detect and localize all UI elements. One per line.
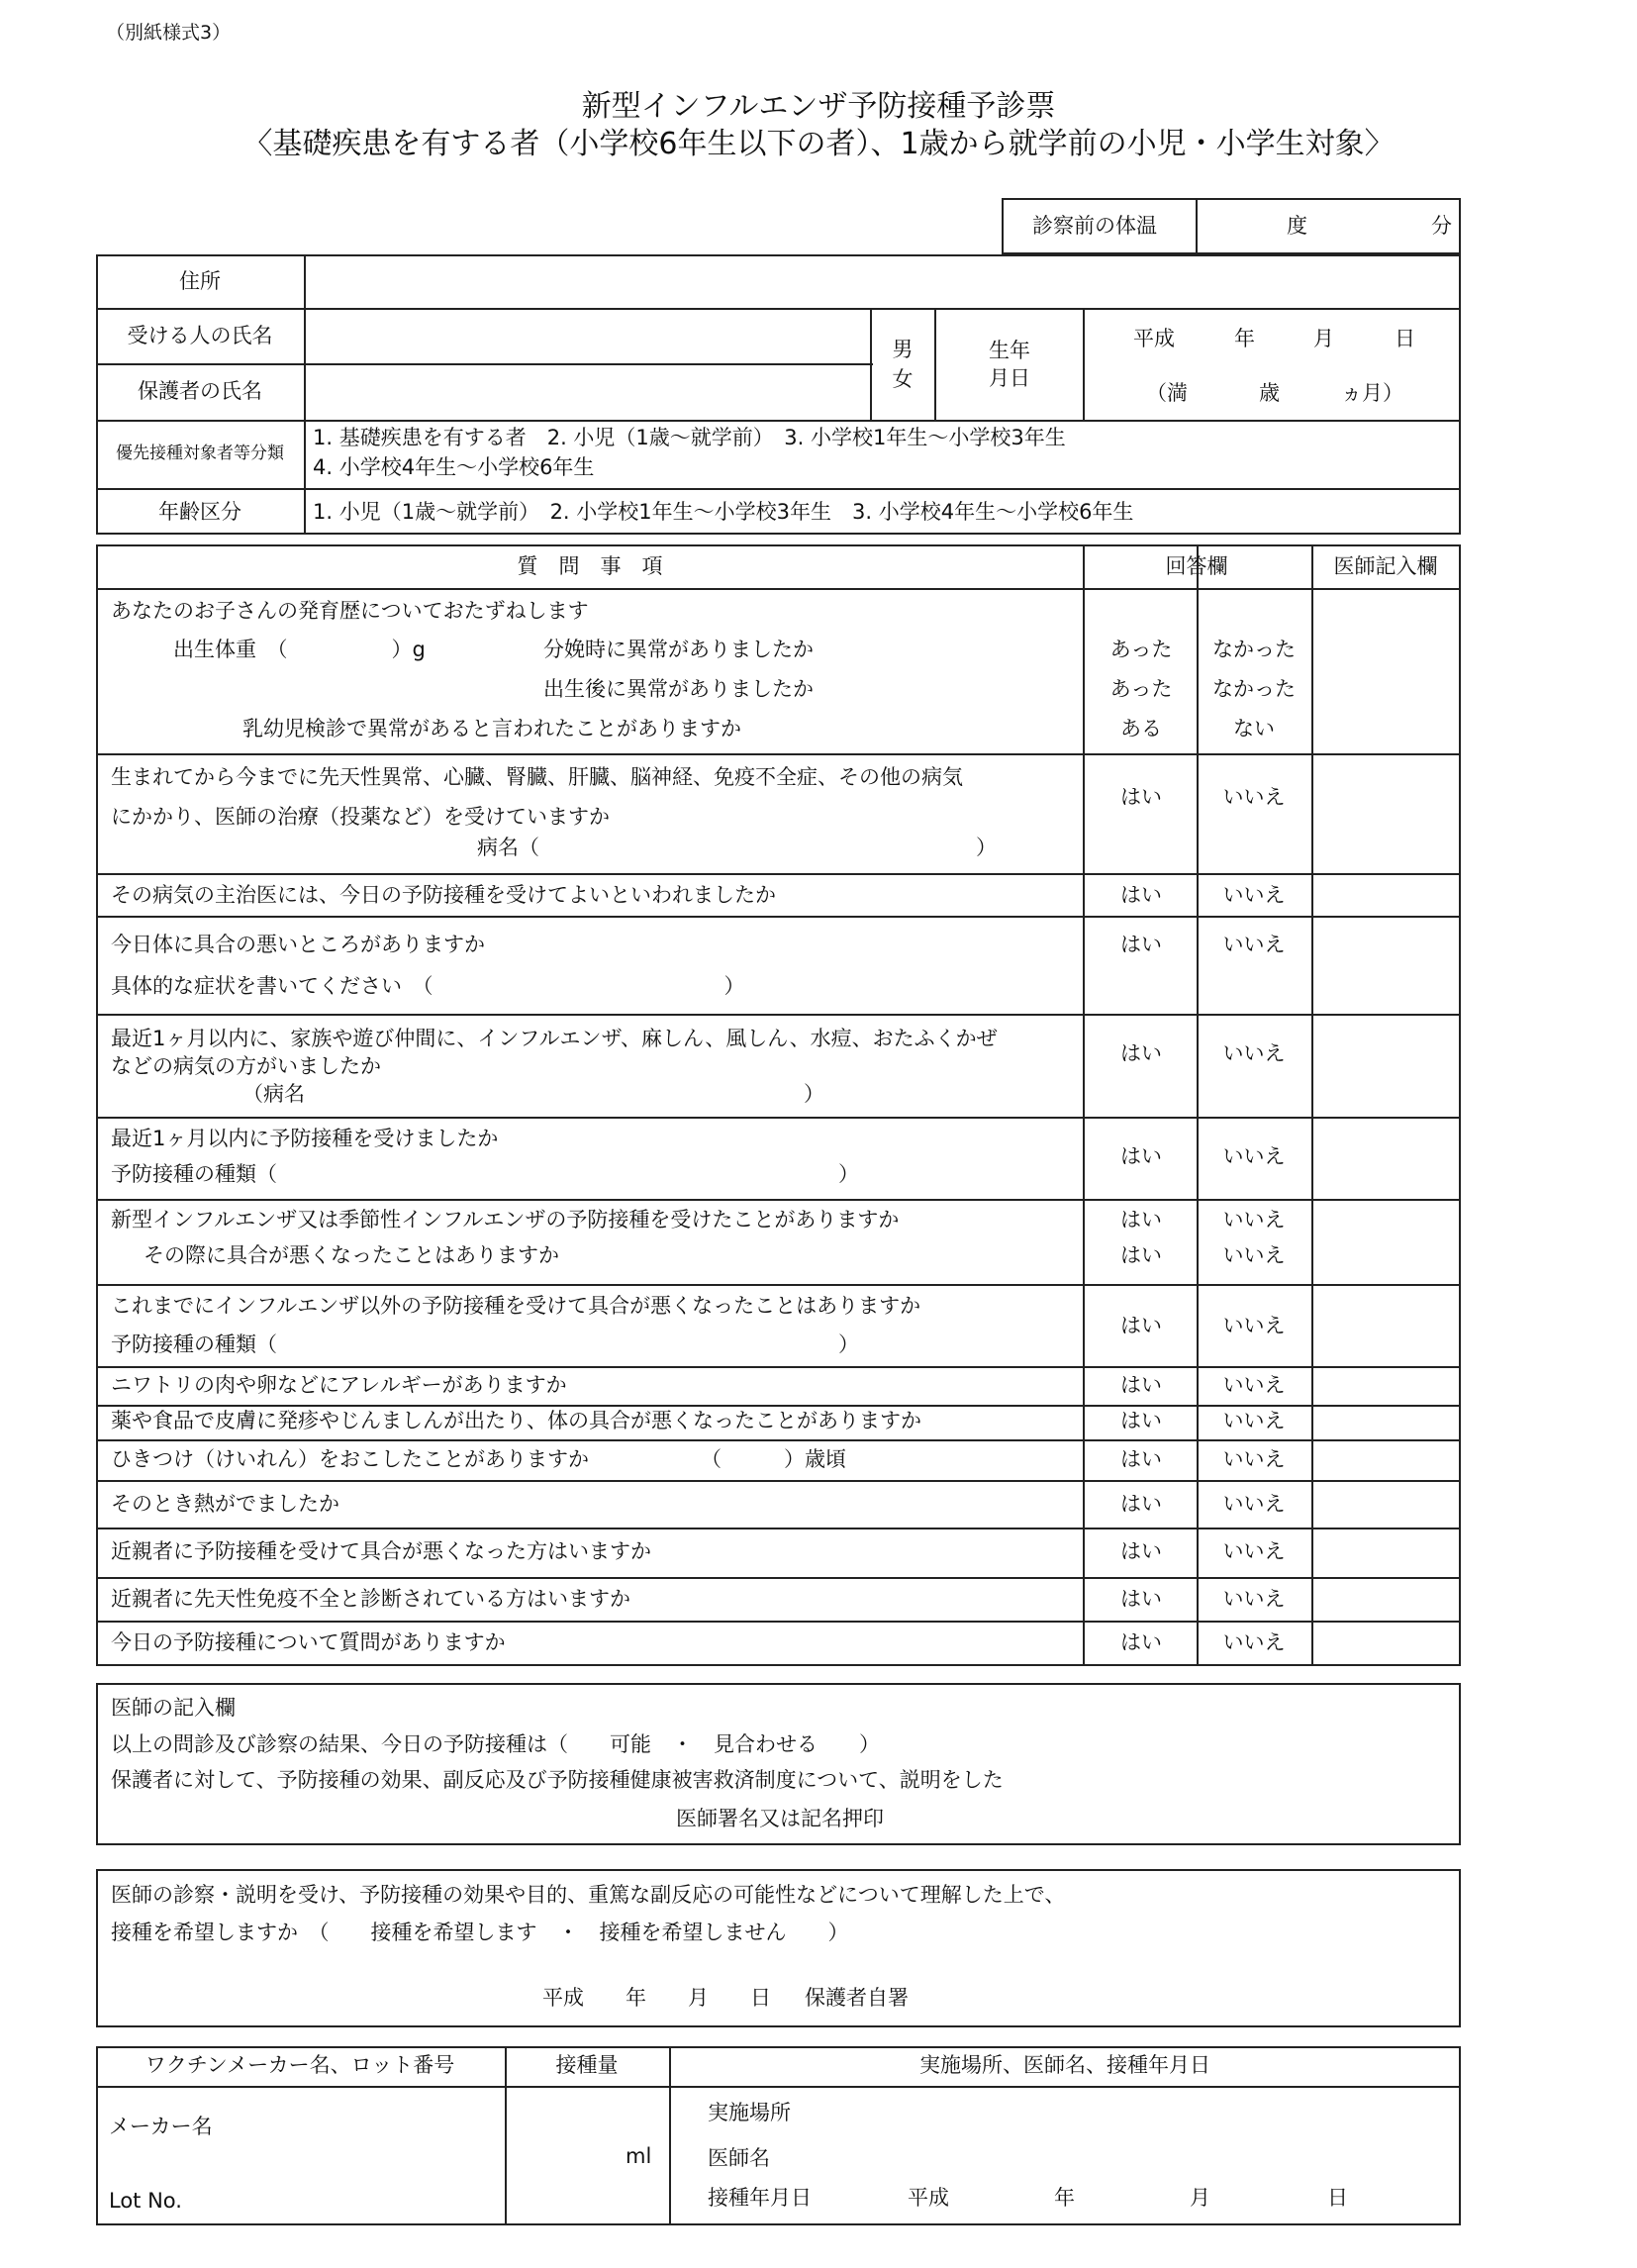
answer-seizure-yes[interactable]: はい [1120,1447,1162,1471]
guardian-name-field[interactable] [307,366,868,418]
question-flu-reaction: その際に具合が悪くなったことはありますか [144,1243,559,1267]
form-title: 新型インフルエンザ予防接種予診票 [581,89,1056,124]
question-relative-immunodeficiency: 近親者に先天性免疫不全と診断されている方はいますか [111,1587,630,1611]
question-recent-contact-2: などの病気の方がいましたか [111,1054,381,1078]
answer-doctor-approval-no[interactable]: いいえ [1222,883,1286,907]
answer-doctor-approval-yes[interactable]: はい [1120,883,1162,907]
question-fever: そのとき熱がでましたか [111,1492,339,1516]
vaccination-date-month[interactable]: 月 [1190,2186,1210,2210]
sex-female-option[interactable]: 女 [892,367,914,391]
answer-relative-reaction-no[interactable]: いいえ [1222,1539,1286,1563]
answer-unwell-yes[interactable]: はい [1120,933,1162,956]
recent-vaccination-type-field[interactable]: 予防接種の種類（ ） [111,1162,859,1186]
answer-checkup-no[interactable]: ない [1233,717,1275,740]
answer-egg-allergy-yes[interactable]: はい [1120,1373,1162,1397]
vaccination-decision[interactable]: 以上の問診及び診察の結果、今日の予防接種は（ 可能 ・ 見合わせる ） [111,1732,880,1756]
chronic-illness-name-field[interactable]: 病名（ ） [477,836,997,859]
dob-year[interactable]: 年 [1234,327,1255,350]
seizure-age-field[interactable]: （ ）歳頃 [701,1447,846,1471]
dob-era: 平成 [1133,327,1175,350]
answer-delivery-no[interactable]: なかった [1212,638,1296,661]
answer-flu-vaccination-no[interactable]: いいえ [1222,1208,1286,1232]
symptoms-field[interactable]: 具体的な症状を書いてください （ ） [111,974,745,998]
other-vaccination-type-field[interactable]: 予防接種の種類（ ） [111,1332,859,1356]
dob-label-1: 生年 [989,339,1030,362]
question-other-vaccination: これまでにインフルエンザ以外の予防接種を受けて具合が悪くなったことはありますか [111,1294,921,1318]
answer-chronic-no[interactable]: いいえ [1222,785,1286,809]
vaccination-wish-choice[interactable]: 接種を希望しますか （ 接種を希望します ・ 接種を希望しません ） [111,1921,849,1944]
answer-fever-yes[interactable]: はい [1120,1492,1162,1516]
temperature-unit-degree: 度 [1287,214,1307,238]
explanation-statement: 保護者に対して、予防接種の効果、副反応及び予防接種健康被害救済制度について、説明をした [111,1768,1004,1792]
age-group-label: 年齢区分 [158,500,241,524]
form-number: （別紙様式3） [106,22,232,44]
answer-rash-no[interactable]: いいえ [1222,1409,1286,1432]
answer-seizure-no[interactable]: いいえ [1222,1447,1286,1471]
birth-weight-field[interactable]: 出生体重 （ ）g [173,638,426,661]
doctor-name-field[interactable]: 医師名 [708,2146,770,2170]
dob-month[interactable]: 月 [1313,327,1334,350]
place-doctor-date-header: 実施場所、医師名、接種年月日 [919,2053,1210,2077]
question-rash: 薬や食品で皮膚に発疹やじんましんが出たり、体の具合が悪くなったことがありますか [111,1409,921,1432]
age-years[interactable]: 歳 [1259,381,1280,405]
doctor-section-title: 医師の記入欄 [111,1696,236,1720]
dose-header: 接種量 [555,2053,619,2077]
answer-recent-contact-yes[interactable]: はい [1120,1041,1162,1065]
answer-flu-reaction-no[interactable]: いいえ [1222,1243,1286,1267]
consent-statement: 医師の診察・説明を受け、予防接種の効果や目的、重篤な副反応の可能性などについて理解した上で、 [111,1883,1066,1907]
age-group-options[interactable]: 1. 小児（1歳～就学前） 2. 小学校1年生～小学校3年生 3. 小学校4年生～小学校6年生 [313,500,1134,524]
vaccine-maker-header: ワクチンメーカー名、ロット番号 [144,2053,455,2077]
answer-egg-allergy-no[interactable]: いいえ [1222,1373,1286,1397]
vaccination-date-day[interactable]: 日 [1327,2186,1348,2210]
answer-flu-reaction-yes[interactable]: はい [1120,1243,1162,1267]
answer-relative-immunodeficiency-yes[interactable]: はい [1120,1587,1162,1611]
temperature-unit-minute[interactable]: 分 [1431,214,1452,238]
doctor-notes-column-header: 医師記入欄 [1333,554,1438,578]
place-field[interactable]: 実施場所 [708,2101,791,2124]
maker-name-field[interactable]: メーカー名 [109,2115,213,2138]
question-delivery-abnormal: 分娩時に異常がありましたか [543,638,814,661]
guardian-signature-label[interactable]: 保護者自署 [805,1986,909,2010]
answer-recent-vaccination-no[interactable]: いいえ [1222,1144,1286,1168]
name-field[interactable] [307,311,868,362]
answers-column-header: 回答欄 [1165,554,1228,578]
doctor-signature-label[interactable]: 医師署名又は記名押印 [676,1807,884,1830]
answer-relative-reaction-yes[interactable]: はい [1120,1539,1162,1563]
sex-male-option[interactable]: 男 [892,338,914,361]
form-subtitle: 〈基礎疾患を有する者（小学校6年生以下の者）、1歳から就学前の小児・小学生対象〉 [242,127,1395,161]
priority-options-line1[interactable]: 1. 基礎疾患を有する者 2. 小児（1歳～就学前） 3. 小学校1年生～小学校3年生 [313,426,1066,449]
answer-other-vaccination-no[interactable]: いいえ [1222,1314,1286,1337]
question-checkup-abnormal: 乳幼児検診で異常があると言われたことがありますか [242,717,741,740]
answer-checkup-yes[interactable]: ある [1120,717,1162,740]
answer-recent-vaccination-yes[interactable]: はい [1120,1144,1162,1168]
answer-delivery-yes[interactable]: あった [1109,638,1173,661]
answer-postnatal-yes[interactable]: あった [1109,677,1173,701]
guardian-name-label: 保護者の氏名 [138,379,262,403]
questions-column-header: 質 問 事 項 [517,554,663,578]
age-open: （満 [1146,381,1188,405]
vaccination-date-era: 平成 [908,2186,949,2210]
priority-options-line2[interactable]: 4. 小学校4年生～小学校6年生 [313,455,595,479]
answer-has-questions-no[interactable]: いいえ [1222,1630,1286,1654]
answer-fever-no[interactable]: いいえ [1222,1492,1286,1516]
answer-relative-immunodeficiency-no[interactable]: いいえ [1222,1587,1286,1611]
answer-flu-vaccination-yes[interactable]: はい [1120,1208,1162,1232]
lot-number-field[interactable]: Lot No. [109,2189,182,2213]
answer-other-vaccination-yes[interactable]: はい [1120,1314,1162,1337]
dose-unit[interactable]: ml [626,2144,652,2168]
vaccination-date-year[interactable]: 年 [1054,2186,1075,2210]
question-egg-allergy: ニワトリの肉や卵などにアレルギーがありますか [111,1373,567,1397]
answer-recent-contact-no[interactable]: いいえ [1222,1041,1286,1065]
answer-has-questions-yes[interactable]: はい [1120,1630,1162,1654]
consent-date[interactable]: 平成 年 月 日 [542,1986,771,2010]
question-development-intro: あなたのお子さんの発育歴についておたずねします [111,599,589,623]
answer-rash-yes[interactable]: はい [1120,1409,1162,1432]
question-chronic-illness-2: にかかり、医師の治療（投薬など）を受けていますか [111,805,610,829]
question-unwell-today: 今日体に具合の悪いところがありますか [111,933,485,956]
address-label: 住所 [179,269,221,293]
question-has-questions: 今日の予防接種について質問がありますか [111,1630,506,1654]
answer-unwell-no[interactable]: いいえ [1222,933,1286,956]
question-seizure: ひきつけ（けいれん）をおこしたことがありますか [111,1447,589,1471]
question-postnatal-abnormal: 出生後に異常がありましたか [543,677,814,701]
answer-postnatal-no[interactable]: なかった [1212,677,1296,701]
dob-day[interactable]: 日 [1395,327,1415,350]
answer-chronic-yes[interactable]: はい [1120,785,1162,809]
address-field[interactable] [307,257,1458,307]
name-label: 受ける人の氏名 [127,324,273,347]
temperature-label: 診察前の体温 [1032,214,1157,238]
recent-illness-name-field[interactable]: （病名 ） [242,1082,824,1106]
age-months[interactable]: ヵ月） [1341,381,1403,405]
question-flu-vaccination: 新型インフルエンザ又は季節性インフルエンザの予防接種を受けたことがありますか [111,1208,900,1232]
question-recent-contact: 最近1ヶ月以内に、家族や遊び仲間に、インフルエンザ、麻しん、風しん、水痘、おたふくかぜ [111,1027,998,1050]
question-relative-reaction: 近親者に予防接種を受けて具合が悪くなった方はいますか [111,1539,651,1563]
priority-label: 優先接種対象者等分類 [116,444,284,463]
vaccination-date-label: 接種年月日 [708,2186,812,2210]
question-chronic-illness: 生まれてから今までに先天性異常、心臓、腎臓、肝臓、脳神経、免疫不全症、その他の病気 [111,765,963,789]
dob-label-2: 月日 [989,366,1030,390]
question-recent-vaccination: 最近1ヶ月以内に予防接種を受けましたか [111,1127,499,1150]
question-doctor-approval: その病気の主治医には、今日の予防接種を受けてよいといわれましたか [111,883,776,907]
